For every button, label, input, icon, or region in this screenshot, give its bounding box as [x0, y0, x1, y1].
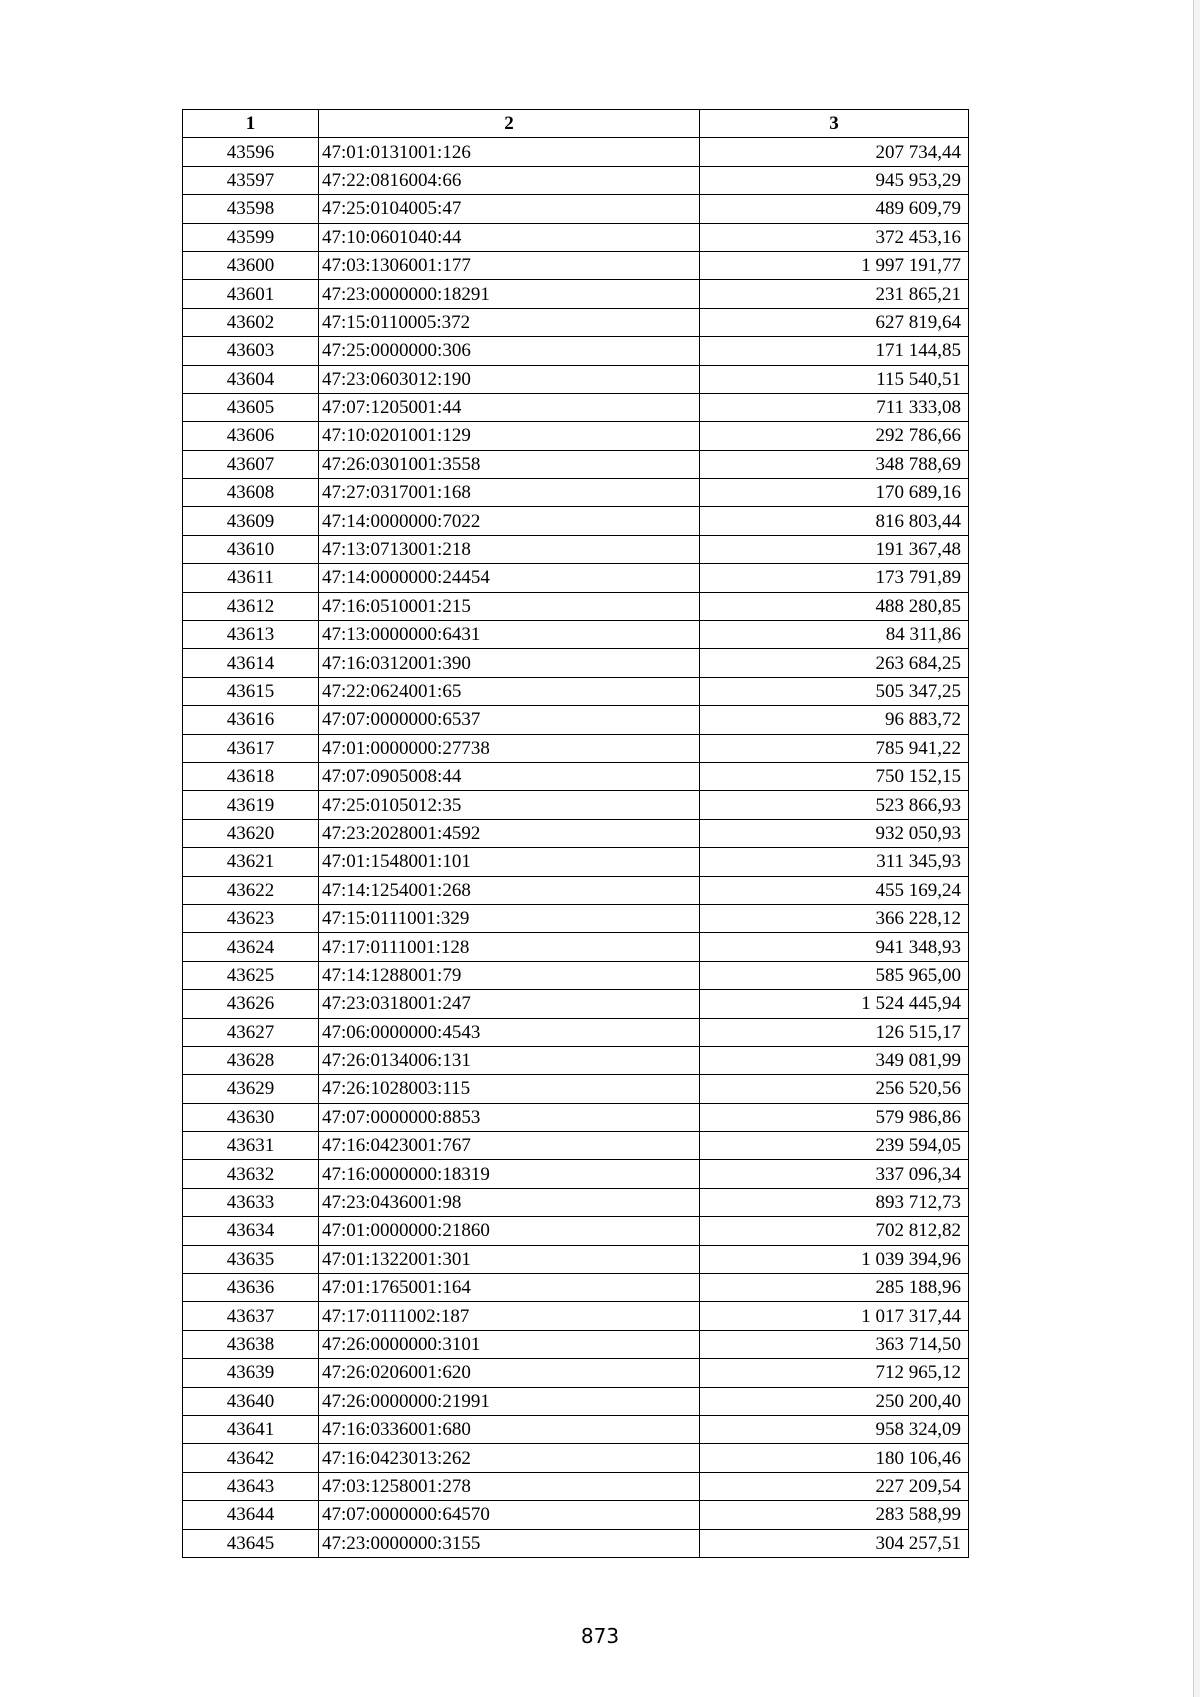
- row-number-cell: 43611: [183, 564, 319, 592]
- table-row: [183, 1188, 969, 1216]
- row-number-cell: 43643: [183, 1472, 319, 1500]
- cadastral-value-cell: 283 588,99: [700, 1501, 969, 1529]
- row-number-cell: 43637: [183, 1302, 319, 1330]
- cadastral-number-cell: 47:07:0000000:6537: [319, 706, 700, 734]
- table-row: [183, 876, 969, 904]
- table-row: [183, 1501, 969, 1529]
- table-row: [183, 393, 969, 421]
- cadastral-value-cell: 171 144,85: [700, 337, 969, 365]
- table-row: [183, 507, 969, 535]
- cadastral-number-cell: 47:26:1028003:115: [319, 1075, 700, 1103]
- cadastral-number-cell: 47:17:0111002:187: [319, 1302, 700, 1330]
- cadastral-number-cell: 47:01:0000000:21860: [319, 1217, 700, 1245]
- row-number-cell: 43626: [183, 990, 319, 1018]
- row-number-cell: 43598: [183, 195, 319, 223]
- row-number-cell: 43618: [183, 762, 319, 790]
- table-row: [183, 706, 969, 734]
- cadastral-number-cell: 47:17:0111001:128: [319, 933, 700, 961]
- row-number-cell: 43633: [183, 1188, 319, 1216]
- page-edge-scrollbar: [1193, 0, 1200, 1697]
- row-number-cell: 43625: [183, 961, 319, 989]
- cadastral-value-cell: 170 689,16: [700, 479, 969, 507]
- table-row: [183, 1274, 969, 1302]
- cadastral-value-cell: 893 712,73: [700, 1188, 969, 1216]
- cadastral-value-cell: 348 788,69: [700, 450, 969, 478]
- row-number-cell: 43631: [183, 1132, 319, 1160]
- cadastral-value-cell: 941 348,93: [700, 933, 969, 961]
- row-number-cell: 43640: [183, 1387, 319, 1415]
- row-number-cell: 43615: [183, 677, 319, 705]
- cadastral-number-cell: 47:13:0713001:218: [319, 535, 700, 563]
- table-row: [183, 1103, 969, 1131]
- table-row: [183, 337, 969, 365]
- table-row: [183, 1387, 969, 1415]
- cadastral-value-cell: 231 865,21: [700, 280, 969, 308]
- cadastral-number-cell: 47:15:0110005:372: [319, 308, 700, 336]
- cadastral-value-cell: 96 883,72: [700, 706, 969, 734]
- row-number-cell: 43601: [183, 280, 319, 308]
- column-header-2: 2: [319, 110, 700, 138]
- cadastral-number-cell: 47:01:1548001:101: [319, 848, 700, 876]
- cadastral-value-cell: 523 866,93: [700, 791, 969, 819]
- table-row: [183, 1529, 969, 1557]
- cadastral-value-table: [182, 109, 969, 1558]
- table-row: [183, 819, 969, 847]
- row-number-cell: 43603: [183, 337, 319, 365]
- cadastral-value-cell: 1 997 191,77: [700, 251, 969, 279]
- cadastral-number-cell: 47:01:1765001:164: [319, 1274, 700, 1302]
- cadastral-number-cell: 47:26:0000000:21991: [319, 1387, 700, 1415]
- row-number-cell: 43620: [183, 819, 319, 847]
- table-row: [183, 1046, 969, 1074]
- cadastral-number-cell: 47:06:0000000:4543: [319, 1018, 700, 1046]
- row-number-cell: 43632: [183, 1160, 319, 1188]
- table-row: [183, 734, 969, 762]
- cadastral-number-cell: 47:03:1306001:177: [319, 251, 700, 279]
- table-row: [183, 535, 969, 563]
- column-header-3: 3: [700, 110, 969, 138]
- cadastral-number-cell: 47:07:0000000:64570: [319, 1501, 700, 1529]
- table-row: [183, 1245, 969, 1273]
- cadastral-number-cell: 47:22:0816004:66: [319, 166, 700, 194]
- row-number-cell: 43616: [183, 706, 319, 734]
- table-row: [183, 1160, 969, 1188]
- table-row: [183, 166, 969, 194]
- table-row: [183, 251, 969, 279]
- row-number-cell: 43629: [183, 1075, 319, 1103]
- cadastral-value-cell: 932 050,93: [700, 819, 969, 847]
- table-row: [183, 422, 969, 450]
- cadastral-number-cell: 47:16:0423013:262: [319, 1444, 700, 1472]
- cadastral-number-cell: 47:15:0111001:329: [319, 904, 700, 932]
- cadastral-number-cell: 47:16:0000000:18319: [319, 1160, 700, 1188]
- row-number-cell: 43608: [183, 479, 319, 507]
- cadastral-value-cell: 263 684,25: [700, 649, 969, 677]
- cadastral-value-cell: 489 609,79: [700, 195, 969, 223]
- row-number-cell: 43605: [183, 393, 319, 421]
- row-number-cell: 43636: [183, 1274, 319, 1302]
- cadastral-value-cell: 292 786,66: [700, 422, 969, 450]
- cadastral-value-cell: 337 096,34: [700, 1160, 969, 1188]
- cadastral-value-cell: 126 515,17: [700, 1018, 969, 1046]
- table-row: [183, 223, 969, 251]
- cadastral-value-cell: 239 594,05: [700, 1132, 969, 1160]
- cadastral-value-cell: 750 152,15: [700, 762, 969, 790]
- cadastral-value-cell: 958 324,09: [700, 1415, 969, 1443]
- cadastral-number-cell: 47:23:0603012:190: [319, 365, 700, 393]
- cadastral-value-cell: 816 803,44: [700, 507, 969, 535]
- row-number-cell: 43638: [183, 1330, 319, 1358]
- table-row: [183, 1415, 969, 1443]
- row-number-cell: 43599: [183, 223, 319, 251]
- cadastral-value-cell: 349 081,99: [700, 1046, 969, 1074]
- cadastral-value-cell: 627 819,64: [700, 308, 969, 336]
- row-number-cell: 43606: [183, 422, 319, 450]
- row-number-cell: 43644: [183, 1501, 319, 1529]
- cadastral-number-cell: 47:23:2028001:4592: [319, 819, 700, 847]
- cadastral-value-cell: 488 280,85: [700, 592, 969, 620]
- row-number-cell: 43628: [183, 1046, 319, 1074]
- cadastral-value-cell: 1 039 394,96: [700, 1245, 969, 1273]
- row-number-cell: 43610: [183, 535, 319, 563]
- cadastral-value-cell: 579 986,86: [700, 1103, 969, 1131]
- cadastral-value-cell: 207 734,44: [700, 138, 969, 166]
- cadastral-value-cell: 711 333,08: [700, 393, 969, 421]
- table-row: [183, 621, 969, 649]
- cadastral-number-cell: 47:01:1322001:301: [319, 1245, 700, 1273]
- table-row: [183, 1075, 969, 1103]
- cadastral-value-cell: 173 791,89: [700, 564, 969, 592]
- table-row: [183, 762, 969, 790]
- cadastral-value-cell: 1 017 317,44: [700, 1302, 969, 1330]
- row-number-cell: 43641: [183, 1415, 319, 1443]
- row-number-cell: 43645: [183, 1529, 319, 1557]
- cadastral-value-cell: 180 106,46: [700, 1444, 969, 1472]
- cadastral-number-cell: 47:22:0624001:65: [319, 677, 700, 705]
- cadastral-number-cell: 47:01:0000000:27738: [319, 734, 700, 762]
- page-number: 873: [580, 1624, 620, 1648]
- row-number-cell: 43602: [183, 308, 319, 336]
- cadastral-number-cell: 47:07:1205001:44: [319, 393, 700, 421]
- cadastral-value-cell: 256 520,56: [700, 1075, 969, 1103]
- row-number-cell: 43613: [183, 621, 319, 649]
- table-body: [183, 138, 969, 1558]
- row-number-cell: 43612: [183, 592, 319, 620]
- cadastral-value-cell: 712 965,12: [700, 1359, 969, 1387]
- table-row: [183, 592, 969, 620]
- row-number-cell: 43634: [183, 1217, 319, 1245]
- cadastral-number-cell: 47:27:0317001:168: [319, 479, 700, 507]
- cadastral-number-cell: 47:25:0105012:35: [319, 791, 700, 819]
- cadastral-number-cell: 47:13:0000000:6431: [319, 621, 700, 649]
- cadastral-value-cell: 585 965,00: [700, 961, 969, 989]
- cadastral-value-cell: 84 311,86: [700, 621, 969, 649]
- cadastral-value-cell: 311 345,93: [700, 848, 969, 876]
- table-row: [183, 280, 969, 308]
- table-row: [183, 1444, 969, 1472]
- row-number-cell: 43596: [183, 138, 319, 166]
- cadastral-value-cell: 945 953,29: [700, 166, 969, 194]
- row-number-cell: 43600: [183, 251, 319, 279]
- row-number-cell: 43617: [183, 734, 319, 762]
- table-row: [183, 365, 969, 393]
- cadastral-number-cell: 47:03:1258001:278: [319, 1472, 700, 1500]
- row-number-cell: 43635: [183, 1245, 319, 1273]
- cadastral-number-cell: 47:23:0000000:3155: [319, 1529, 700, 1557]
- table-row: [183, 649, 969, 677]
- table-row: [183, 961, 969, 989]
- cadastral-number-cell: 47:25:0000000:306: [319, 337, 700, 365]
- cadastral-number-cell: 47:07:0000000:8853: [319, 1103, 700, 1131]
- cadastral-number-cell: 47:23:0000000:18291: [319, 280, 700, 308]
- table-row: [183, 904, 969, 932]
- row-number-cell: 43621: [183, 848, 319, 876]
- column-header-1: 1: [183, 110, 319, 138]
- table-row: [183, 308, 969, 336]
- cadastral-number-cell: 47:14:1254001:268: [319, 876, 700, 904]
- cadastral-number-cell: 47:16:0336001:680: [319, 1415, 700, 1443]
- row-number-cell: 43614: [183, 649, 319, 677]
- table-row: [183, 195, 969, 223]
- cadastral-number-cell: 47:23:0318001:247: [319, 990, 700, 1018]
- table-row: [183, 990, 969, 1018]
- cadastral-number-cell: 47:07:0905008:44: [319, 762, 700, 790]
- cadastral-value-cell: 304 257,51: [700, 1529, 969, 1557]
- row-number-cell: 43627: [183, 1018, 319, 1046]
- row-number-cell: 43639: [183, 1359, 319, 1387]
- cadastral-number-cell: 47:23:0436001:98: [319, 1188, 700, 1216]
- cadastral-number-cell: 47:14:0000000:7022: [319, 507, 700, 535]
- table-row: [183, 791, 969, 819]
- table-row: [183, 1018, 969, 1046]
- cadastral-number-cell: 47:16:0510001:215: [319, 592, 700, 620]
- cadastral-value-cell: 372 453,16: [700, 223, 969, 251]
- table-row: [183, 564, 969, 592]
- row-number-cell: 43607: [183, 450, 319, 478]
- row-number-cell: 43609: [183, 507, 319, 535]
- table-row: [183, 479, 969, 507]
- cadastral-value-cell: 191 367,48: [700, 535, 969, 563]
- table-row: [183, 933, 969, 961]
- cadastral-value-cell: 505 347,25: [700, 677, 969, 705]
- cadastral-number-cell: 47:10:0201001:129: [319, 422, 700, 450]
- cadastral-value-cell: 227 209,54: [700, 1472, 969, 1500]
- row-number-cell: 43604: [183, 365, 319, 393]
- cadastral-value-cell: 250 200,40: [700, 1387, 969, 1415]
- row-number-cell: 43619: [183, 791, 319, 819]
- row-number-cell: 43624: [183, 933, 319, 961]
- table-row: [183, 677, 969, 705]
- cadastral-value-cell: 285 188,96: [700, 1274, 969, 1302]
- table-row: [183, 138, 969, 166]
- cadastral-number-cell: 47:26:0206001:620: [319, 1359, 700, 1387]
- table-row: [183, 450, 969, 478]
- table-row: [183, 1302, 969, 1330]
- cadastral-value-cell: 115 540,51: [700, 365, 969, 393]
- cadastral-number-cell: 47:14:0000000:24454: [319, 564, 700, 592]
- cadastral-value-cell: 1 524 445,94: [700, 990, 969, 1018]
- cadastral-value-cell: 363 714,50: [700, 1330, 969, 1358]
- cadastral-number-cell: 47:16:0312001:390: [319, 649, 700, 677]
- table-header-row: [183, 110, 969, 138]
- row-number-cell: 43622: [183, 876, 319, 904]
- cadastral-number-cell: 47:10:0601040:44: [319, 223, 700, 251]
- cadastral-value-cell: 702 812,82: [700, 1217, 969, 1245]
- row-number-cell: 43597: [183, 166, 319, 194]
- row-number-cell: 43630: [183, 1103, 319, 1131]
- cadastral-number-cell: 47:26:0000000:3101: [319, 1330, 700, 1358]
- table-row: [183, 1472, 969, 1500]
- cadastral-number-cell: 47:14:1288001:79: [319, 961, 700, 989]
- cadastral-number-cell: 47:26:0134006:131: [319, 1046, 700, 1074]
- cadastral-number-cell: 47:25:0104005:47: [319, 195, 700, 223]
- cadastral-number-cell: 47:01:0131001:126: [319, 138, 700, 166]
- row-number-cell: 43642: [183, 1444, 319, 1472]
- table-row: [183, 1330, 969, 1358]
- table-row: [183, 1359, 969, 1387]
- cadastral-number-cell: 47:26:0301001:3558: [319, 450, 700, 478]
- cadastral-value-cell: 785 941,22: [700, 734, 969, 762]
- cadastral-number-cell: 47:16:0423001:767: [319, 1132, 700, 1160]
- cadastral-value-cell: 366 228,12: [700, 904, 969, 932]
- table-row: [183, 848, 969, 876]
- cadastral-value-cell: 455 169,24: [700, 876, 969, 904]
- table-row: [183, 1132, 969, 1160]
- table-row: [183, 1217, 969, 1245]
- row-number-cell: 43623: [183, 904, 319, 932]
